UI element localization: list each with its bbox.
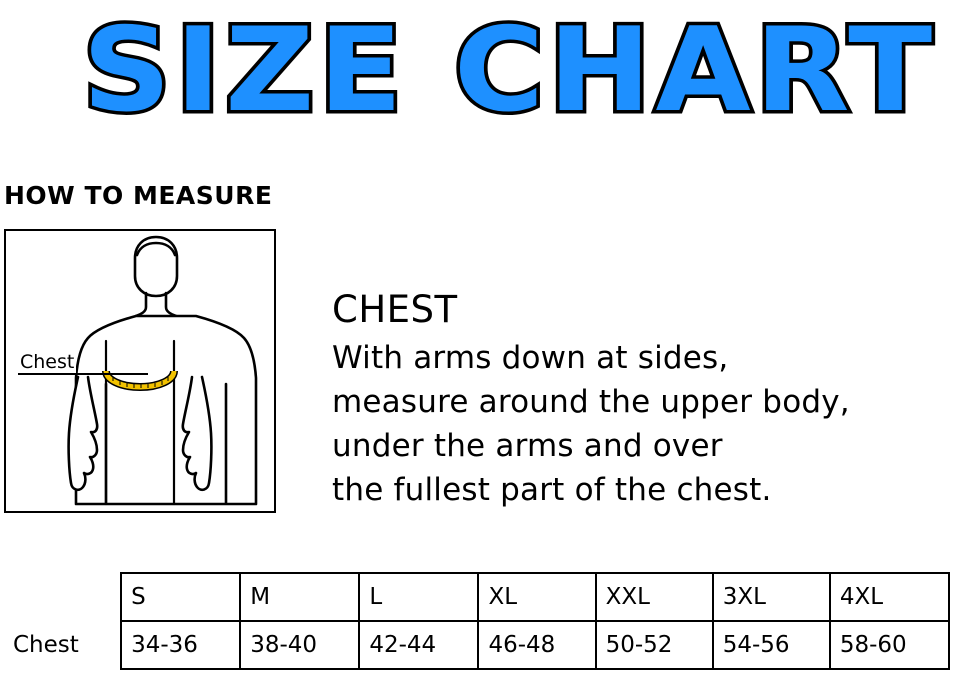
table-corner-cell	[4, 573, 121, 621]
table-cell-chest-4xl: 58-60	[830, 621, 949, 669]
table-header-s: S	[121, 573, 240, 621]
table-row-label-chest: Chest	[4, 621, 121, 669]
table-header-3xl: 3XL	[713, 573, 830, 621]
page-title: SIZE CHART	[82, 3, 937, 138]
description-line-3: under the arms and over	[332, 428, 723, 464]
size-table-wrapper	[4, 572, 950, 670]
description-line-4: the fullest part of the chest.	[332, 472, 772, 508]
table-row-header	[4, 573, 949, 621]
description-text	[332, 336, 946, 512]
table-header-l: L	[359, 573, 478, 621]
table-cell-chest-xxl: 50-52	[596, 621, 713, 669]
description-line-1: With arms down at sides,	[332, 340, 729, 376]
table-cell-chest-l: 42-44	[359, 621, 478, 669]
size-table	[4, 572, 950, 670]
table-cell-chest-3xl: 54-56	[713, 621, 830, 669]
table-header-4xl: 4XL	[830, 573, 949, 621]
how-to-measure-heading: HOW TO MEASURE	[4, 181, 273, 210]
description-line-2: measure around the upper body,	[332, 384, 850, 420]
table-cell-chest-s: 34-36	[121, 621, 240, 669]
description-block	[332, 287, 946, 512]
table-header-m: M	[240, 573, 359, 621]
page-title-banner	[0, 0, 954, 148]
chest-label-leader-line	[18, 373, 148, 375]
table-row-chest	[4, 621, 949, 669]
chest-figure-label: Chest	[20, 351, 75, 373]
table-cell-chest-m: 38-40	[240, 621, 359, 669]
table-cell-chest-xl: 46-48	[478, 621, 595, 669]
description-heading: CHEST	[332, 288, 458, 331]
table-header-xl: XL	[478, 573, 595, 621]
table-header-xxl: XXL	[596, 573, 713, 621]
